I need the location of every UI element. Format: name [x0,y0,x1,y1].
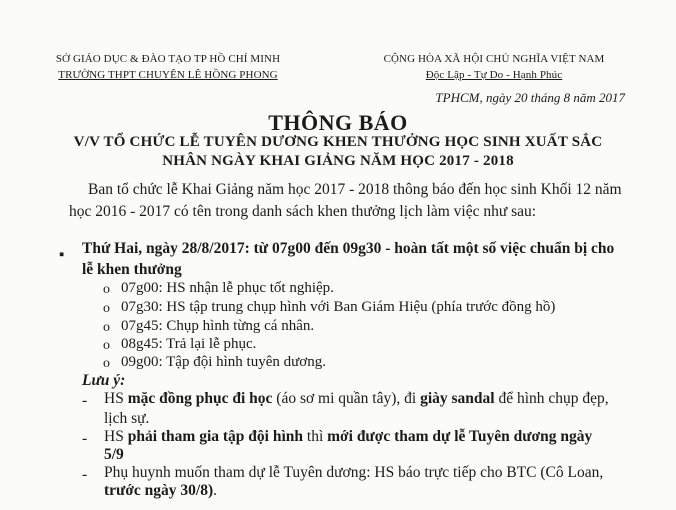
attendance-emphasis: mới được tham dự lễ Tuyên dương ngày [327,428,593,445]
note-1-line1: HS mặc đồng phục đi học (áo sơ mi quần tây), đi giày sandal để hình chụp đẹp, [104,390,609,407]
circle-bullet-icon: o [103,320,110,335]
schedule-item-text: 08g45: Trả lại lễ phục. [121,336,257,352]
schedule-item-text: 07g00: HS nhận lễ phục tốt nghiệp. [121,280,334,296]
circle-bullet-icon: o [103,301,110,316]
dash-bullet-icon: - [82,392,88,409]
issuer-school: TRƯỜNG THPT CHUYÊN LÊ HỒNG PHONG [58,69,278,81]
circle-bullet-icon: o [103,338,110,353]
schedule-item-text: 07g30: HS tập trung chụp hình với Ban Giám Hiệu (phía trước đồng hồ) [121,299,556,315]
document-title: THÔNG BÁO [268,110,408,135]
intro-line2: học 2016 - 2017 có tên trong danh sách khen thưởng lịch làm việc như sau: [69,203,537,220]
document-date: TPHCM, ngày 20 tháng 8 năm 2017 [435,90,625,105]
section-bullet-icon: ▪ [59,247,65,263]
formation-emphasis: phải tham gia tập đội hình [127,428,304,445]
note-1-line2: lịch sự. [104,410,150,427]
schedule-item-text: 09g00: Tập đội hình tuyên dương. [121,354,326,370]
dash-bullet-icon: - [82,466,88,483]
section-heading-line1: Thứ Hai, ngày 28/8/2017: từ 07g00 đến 09g30 - hoàn tất một số việc chuẩn bị cho [82,240,615,257]
notes-title: Lưu ý: [82,372,126,389]
issuer-block [53,51,283,83]
deadline-emphasis: trước ngày 30/8) [104,482,214,499]
note-2-line2: 5/9 [104,446,124,463]
national-motto: Độc Lập - Tự Do - Hạnh Phúc [425,69,563,81]
issuer-department: SỞ GIÁO DỤC & ĐÀO TẠO TP HỒ CHÍ MINH [55,53,281,65]
document-subtitle-line2: NHÂN NGÀY KHAI GIẢNG NĂM HỌC 2017 - 2018 [162,153,514,169]
note-2-line1: HS phải tham gia tập đội hình thì mới được tham dự lễ Tuyên dương ngày [104,428,593,445]
schedule-item-text: 07g45: Chụp hình từng cá nhân. [121,318,315,334]
note-3-line1: Phụ huynh muốn tham dự lễ Tuyên dương: HS báo trực tiếp cho BTC (Cô Loan, [104,464,604,481]
national-title: CỘNG HÒA XÃ HỘI CHỦ NGHĨA VIỆT NAM [383,53,605,65]
note-3-line2: trước ngày 30/8). [104,482,218,499]
dash-bullet-icon: - [82,430,88,447]
sandal-emphasis: giày sandal [420,390,495,407]
uniform-emphasis: mặc đồng phục đi học [127,390,273,407]
circle-bullet-icon: o [103,282,110,297]
section-heading-line2: lễ khen thưởng [82,261,182,278]
document-subtitle-line1: V/V TỔ CHỨC LỄ TUYÊN DƯƠNG KHEN THƯỞNG HỌC SINH XUẤT SẮC [73,134,603,150]
national-header-block [374,51,614,83]
intro-line1: Ban tổ chức lễ Khai Giảng năm học 2017 - 2018 thông báo đến học sinh Khối 12 năm [88,181,622,198]
circle-bullet-icon: o [103,356,110,371]
